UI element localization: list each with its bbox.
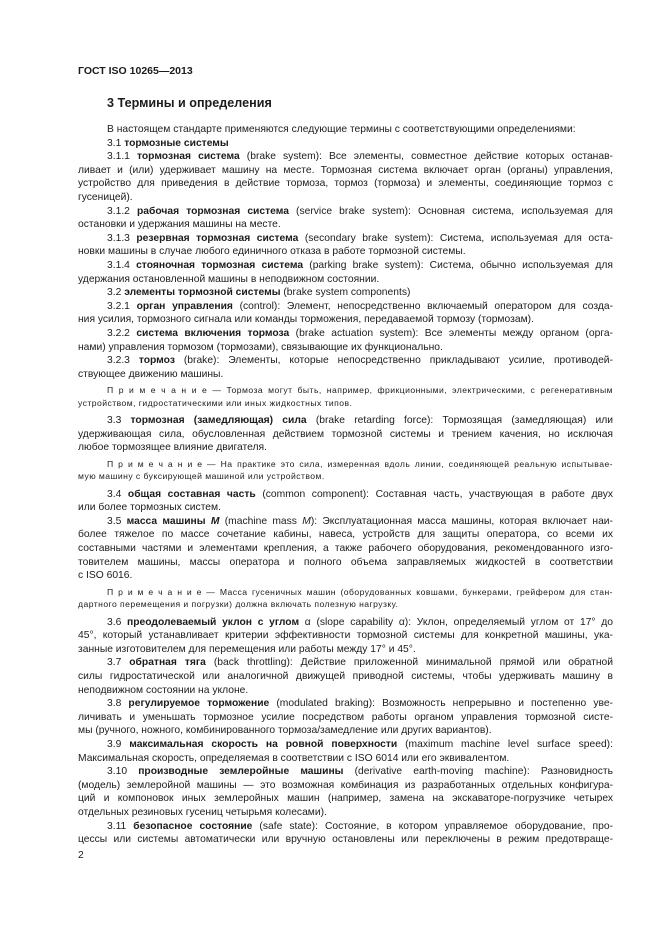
term-name: тормоз <box>138 355 175 367</box>
term-definition <box>78 414 613 455</box>
text-run: 3.1.3 <box>107 232 137 244</box>
text-run: П р и м е ч а н и е — На практике это сила, измеренная вдоль линии, соединяющей реальную испытывае- <box>107 458 613 469</box>
term-name: преодолеваемый уклон с углом <box>127 616 300 628</box>
text-line <box>78 752 613 766</box>
text-run: 3.1.2 <box>107 205 137 217</box>
text-line <box>78 528 613 542</box>
note <box>78 384 613 409</box>
document-header: ГОСТ ISO 10265—2013 <box>78 65 193 77</box>
text-run: (common component): Составная часть, участвующая в работе двух <box>255 488 613 500</box>
text-run: Максимальная скорость, определяемая в соответствии с ISO 6014 или его эквивалентом. <box>78 752 510 764</box>
text-run: неподвижном состоянии на уклоне. <box>78 684 249 696</box>
text-run: 3.2.2 <box>107 327 137 339</box>
text-run: α (slope capability α): Уклон, определяемый углом от 17° до <box>299 616 613 628</box>
term-definition <box>78 123 613 137</box>
text-line <box>78 629 613 643</box>
text-line <box>78 313 613 327</box>
term-name: тормозные системы <box>124 137 229 149</box>
term-definition <box>78 616 613 657</box>
text-line <box>78 643 613 657</box>
text-line <box>78 414 613 428</box>
text-line <box>78 327 613 341</box>
text-line <box>78 354 613 368</box>
text-run: (machine mass <box>219 515 303 527</box>
text-line <box>78 488 613 502</box>
text-run: 3.3 <box>107 415 131 427</box>
text-run: 3.11 <box>107 820 134 832</box>
text-run: более тяжелое по массе сочетание кабины, навеса, устройств для защиты оператора, со всеми их <box>78 529 613 541</box>
text-run: (parking brake system): Система, обычно используемая для <box>303 259 613 271</box>
text-run: 3.1.4 <box>107 259 137 271</box>
text-run: или более тормозных систем. <box>78 502 221 514</box>
page-number: 2 <box>78 850 84 861</box>
text-line <box>78 397 613 409</box>
note <box>78 458 613 483</box>
text-run: 3.2.3 <box>107 355 139 367</box>
text-line <box>78 164 613 178</box>
text-line <box>78 616 613 630</box>
term-name: безопасное состояние <box>133 820 253 832</box>
term-definition <box>78 656 613 697</box>
term-definition <box>78 738 613 765</box>
text-run: ций и компоновок иных землеройных машин (например, замена на экскаваторе-погрузчике четырех <box>78 793 613 805</box>
term-name: масса машины <box>126 515 211 527</box>
term-definition <box>78 488 613 515</box>
text-run: 3.9 <box>107 739 130 750</box>
text-run: 3.7 <box>107 657 130 669</box>
text-run: гусеницей). <box>78 191 133 203</box>
term-name: тормозная (замедляющая) сила <box>130 415 307 427</box>
text-run: (brake system): Все элементы, совместное действие которых останав- <box>239 151 613 163</box>
term-name: стояночная тормозная система <box>136 259 304 271</box>
text-run: 3.4 <box>107 488 128 500</box>
text-line <box>78 150 613 164</box>
text-run: 3.2 <box>107 287 125 299</box>
text-line <box>78 501 613 515</box>
text-run: нами) управления тормозом (тормозами), связывающие их функционально. <box>78 341 443 353</box>
text-run: устройство для приведения в действие тормоза, тормоз (тормоза) и элементы, соединяющие тормоз с <box>78 178 613 190</box>
text-line <box>78 697 613 711</box>
text-run: П р и м е ч а н и е — Тормоза могут быть, например, фрикционными, электрическими, с регенеративным <box>107 385 613 396</box>
text-run: удержания остановленной машины в неподвижном состоянии. <box>78 273 380 285</box>
text-line <box>78 286 613 300</box>
text-run: остановки и удержания машины на месте. <box>78 219 281 231</box>
text-run: удерживающая сила, обусловленная действием тормозной системы и трением качения, но исключая <box>78 428 613 440</box>
term-name: максимальная скорость на ровной поверхности <box>129 739 398 750</box>
text-run: товителем машины, массы оператора и полного объема заправляемых жидкостей в соответствии <box>78 556 613 568</box>
term-name: рабочая тормозная система <box>136 205 289 217</box>
text-run: (brake): Элементы, которые непосредственно прикладывают усилие, противодей- <box>174 355 613 367</box>
text-run: (модель) землеройной машины — это возможная комбинация из разработанных отдельных конфигура- <box>78 779 613 791</box>
text-run: новки машины в случае любого единичного отказа в работе тормозной системы. <box>78 246 466 258</box>
text-line <box>78 542 613 556</box>
text-run: (maximum machine level surface speed): <box>397 739 613 750</box>
text-run: дартного перемещения и погрузки) должна включать полезную нагрузку. <box>78 599 399 610</box>
text-run: мы (ручного, ножного, комбинированного тормоза/замедление или других вариантов). <box>78 725 492 737</box>
text-run: отдельных резиновых гусениц четырьмя колесами). <box>78 806 327 818</box>
italic-text: M <box>302 515 311 527</box>
text-run: ния усилия, тормозного сигнала или команды торможения, передаваемой тормозу (тормозам). <box>78 314 534 326</box>
text-line <box>78 259 613 273</box>
term-name: обратная тяга <box>129 657 206 669</box>
text-run: ствующее движению машины. <box>78 368 224 380</box>
text-line <box>78 384 613 396</box>
text-run: (service brake system): Основная система, используемая для <box>288 205 613 217</box>
text-run: 45°, который устанавливает критерии эффективности тормозной системы для конкретной машины, ука- <box>78 630 613 642</box>
section-title: 3 Термины и определения <box>107 96 272 110</box>
text-run: силы гидростатической или аналогичной движущей приводной системы, чтобы удерживать машину в <box>78 671 613 683</box>
term-definition <box>78 137 613 151</box>
text-run: В настоящем стандарте применяются следующие термины с соответствующими определениями: <box>107 124 576 135</box>
note <box>78 586 613 611</box>
text-line <box>78 458 613 470</box>
text-line <box>78 218 613 232</box>
text-line <box>78 792 613 806</box>
term-definition <box>78 515 613 583</box>
text-run: 3.1.1 <box>107 151 137 163</box>
text-run: 3.8 <box>107 698 129 710</box>
text-line <box>78 205 613 219</box>
text-run: с ISO 6016. <box>78 570 133 582</box>
text-run: (modulated braking): Возможность непрерывно и постепенно уве- <box>269 698 613 710</box>
text-line <box>78 232 613 246</box>
term-definition <box>78 697 613 738</box>
text-line <box>78 765 613 779</box>
text-line <box>78 470 613 482</box>
term-definition <box>78 150 613 204</box>
text-line <box>78 806 613 820</box>
text-line <box>78 441 613 455</box>
term-name: система включения тормоза <box>136 327 290 339</box>
text-line <box>78 556 613 570</box>
text-run: составными частями и элементами крепления, а также рабочего оборудования, рекомендованного изго- <box>78 543 613 555</box>
text-run: П р и м е ч а н и е — Масса гусеничных машин (оборудованных ковшами, бункерами, грейфером для стан- <box>107 586 613 597</box>
text-run: личивать и уменьшать тормозное усилие посредством работы органом управления тормозной систе- <box>78 711 613 723</box>
text-line <box>78 820 613 834</box>
term-name: тормозная система <box>136 151 240 163</box>
text-run: 3.2.1 <box>107 300 137 312</box>
term-name: M <box>210 515 220 527</box>
text-line <box>78 341 613 355</box>
text-line <box>78 724 613 738</box>
text-run: (safe state): Состояние, в котором управляемое оборудование, про- <box>252 820 613 832</box>
term-name: резервная тормозная система <box>136 232 299 244</box>
text-run: устройством, гидростатическими или иных жидкостных типов. <box>78 397 353 408</box>
term-definition <box>78 205 613 232</box>
text-line <box>78 711 613 725</box>
text-line <box>78 368 613 382</box>
term-name: орган управления <box>136 300 233 312</box>
text-run: занные изготовителем для перемещения или работы между 17° и 45°. <box>78 643 416 655</box>
text-line <box>78 273 613 287</box>
text-line <box>78 245 613 259</box>
text-run: ): Эксплуатационная масса машины, которая включает наи- <box>310 515 613 527</box>
text-line <box>78 670 613 684</box>
text-line <box>78 300 613 314</box>
term-definition <box>78 286 613 300</box>
term-definition <box>78 820 613 847</box>
term-name: производные землеройные машины <box>138 766 344 778</box>
text-line <box>78 656 613 670</box>
text-line <box>78 428 613 442</box>
text-run: цессы или системы автоматически или вручную остановлены или переключены в режим предотвраще- <box>78 834 613 846</box>
text-line <box>78 738 613 752</box>
text-line <box>78 779 613 793</box>
text-line <box>78 123 613 137</box>
text-run: 3.6 <box>107 616 128 628</box>
text-run: 3.1 <box>107 137 125 149</box>
text-run: любое тормозящее влияние двигателя. <box>78 442 267 454</box>
text-run: ливает и (или) удерживает машину на месте. Тормозная система включает орган (органы) управления, <box>78 164 613 176</box>
term-definition <box>78 327 613 354</box>
term-definition <box>78 354 613 381</box>
term-definition <box>78 259 613 286</box>
text-run: (derivative earth-moving machine): Разновидность <box>343 766 613 778</box>
text-run: (back throttling): Действие приложенной минимальной прямой или обратной <box>205 657 614 669</box>
text-run: (control): Элемент, непосредственно включаемый оператором для созда- <box>232 300 613 312</box>
text-run: (brake system components) <box>280 287 411 299</box>
text-run: мую машину с буксирующей машиной или устройством. <box>78 471 325 482</box>
text-line <box>78 191 613 205</box>
term-name: общая составная часть <box>127 488 256 500</box>
text-line <box>78 137 613 151</box>
term-definition <box>78 765 613 819</box>
term-definition <box>78 300 613 327</box>
text-line <box>78 598 613 610</box>
text-line <box>78 684 613 698</box>
text-line <box>78 569 613 583</box>
term-name: элементы тормозной системы <box>124 287 281 299</box>
term-name: регулируемое торможение <box>128 698 270 710</box>
term-definition <box>78 232 613 259</box>
text-line <box>78 586 613 598</box>
text-run: 3.10 <box>107 766 139 778</box>
text-run: (brake retarding force): Тормозящая (замедляющая) или <box>306 415 613 427</box>
text-line <box>78 515 613 529</box>
text-line <box>78 833 613 847</box>
text-run: (secondary brake system): Система, используемая для оста- <box>298 232 613 244</box>
text-line <box>78 177 613 191</box>
text-run: (brake actuation system): Все элементы между органом (орга- <box>289 327 613 339</box>
text-run: 3.5 <box>107 515 127 527</box>
document-body <box>78 123 613 847</box>
